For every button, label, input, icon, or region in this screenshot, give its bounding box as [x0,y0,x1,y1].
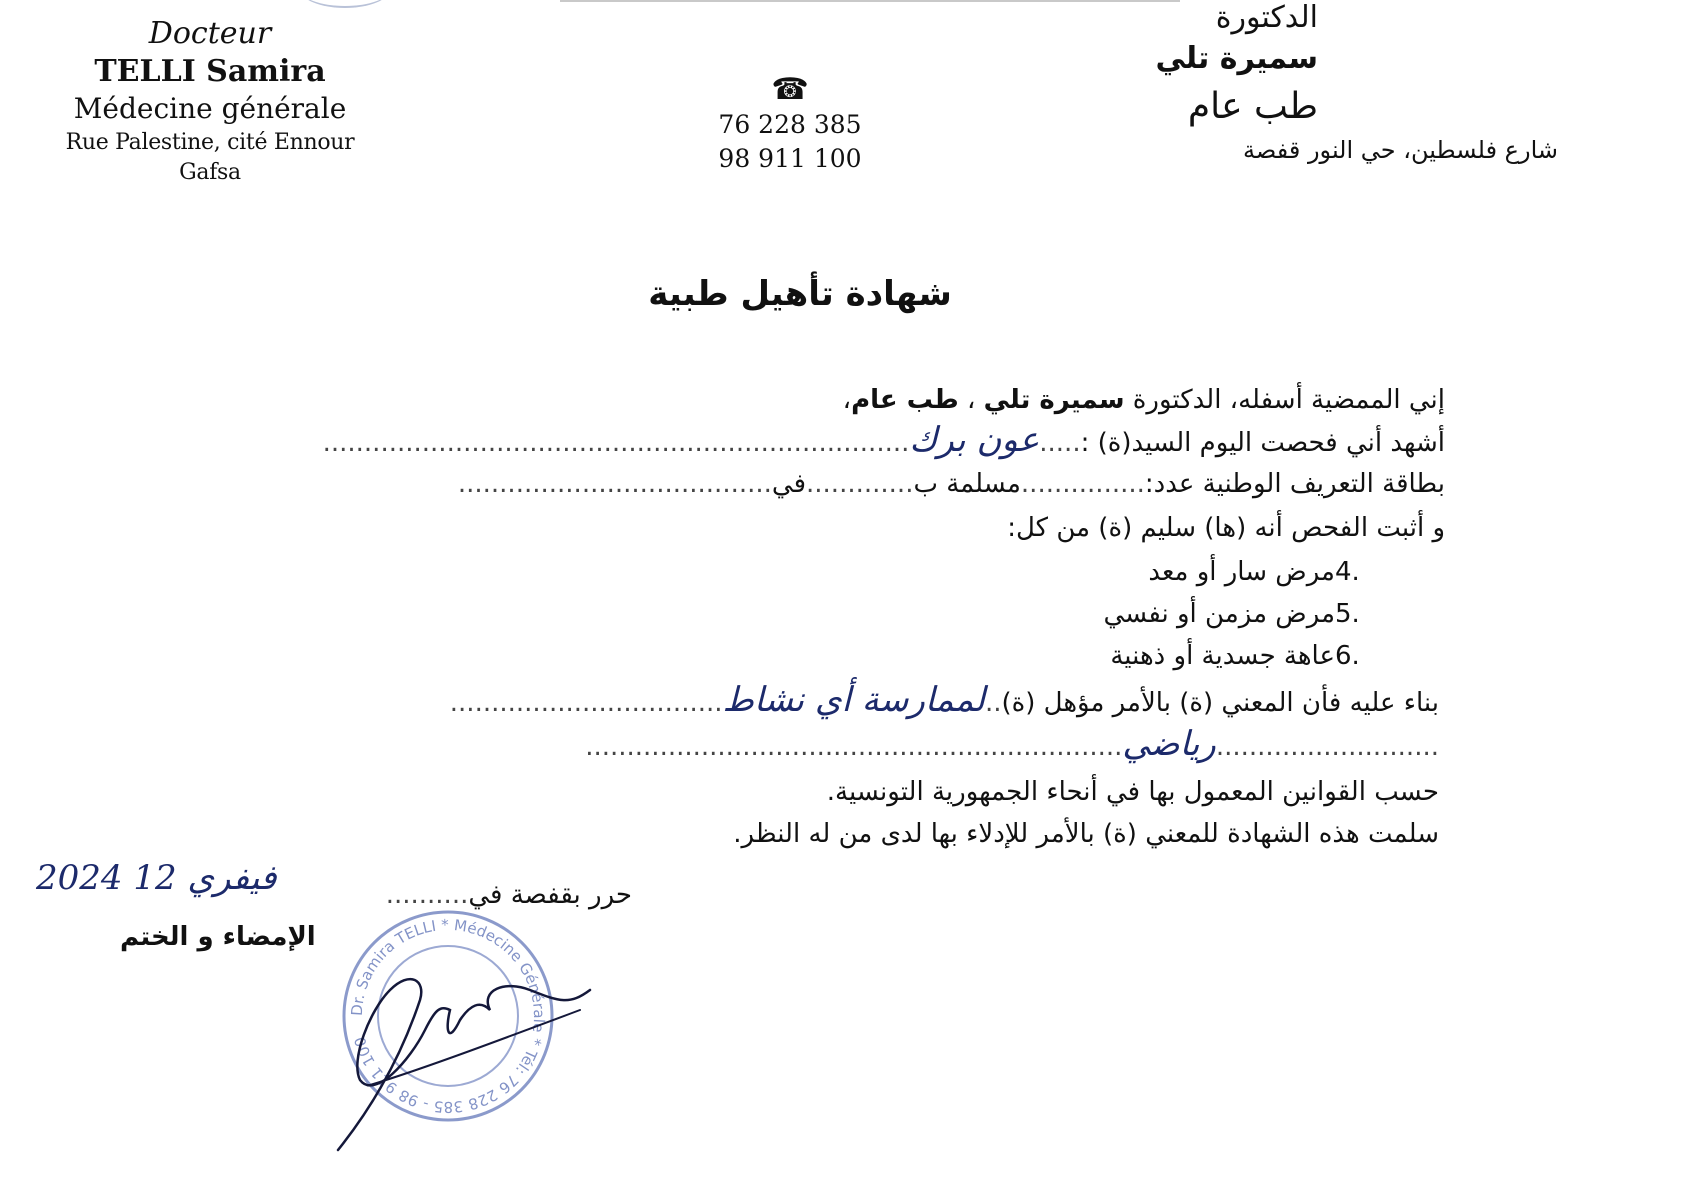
body-line-11: سلمت هذه الشهادة للمعني (ة) بالأمر للإدلاء بها لدى من له النظر. [733,819,1439,849]
document-title: شهادة تأهيل طبية [648,274,952,314]
phone-number-1: 76 228 385 [718,110,862,139]
handwritten-activity: لممارسة أي نشاط [722,680,985,720]
body-line-4: و أثبت الفحص أنه (ها) سليم (ة) من كل: [1007,513,1445,543]
body-line-1: إني الممضية أسفله، الدكتورة سميرة تلي ، طب عام، [842,385,1445,415]
doctor-specialty-ar: طب عام [1187,86,1318,127]
phone-number-2: 98 911 100 [718,144,862,173]
handwritten-patient-name: عون برك [909,420,1040,460]
stamp-text: Dr. Samira TELLI * Médecine Générale * Tél: 76 228 385 - 98 911 100 [347,915,549,1117]
contact-block [680,72,900,176]
logo-arc [300,0,390,8]
doctor-specialty-fr: Médecine générale [73,92,347,125]
letterhead-french [40,14,380,188]
handwritten-date: 2024 فيفري 12 [36,858,277,898]
body-line-3: بطاقة التعريف الوطنية عدد:...............مسلمة ب.............في...................................... [457,469,1445,499]
specialty-inline: طب عام [851,385,959,415]
list-item: 5.مرض مزمن أو نفسي [1103,599,1360,629]
address-ar: شارع فلسطين، حي النور قفصة [1243,136,1558,164]
handwritten-activity-2: رياضي [1122,724,1216,764]
signature [330,910,610,1160]
body-line-9: ...........................رياضي................................................................. [585,724,1439,764]
letterhead-arabic [1038,0,1558,168]
doctor-name-ar: سميرة تلي [1155,41,1318,76]
signature-label: الإمضاء و الختم [120,922,316,952]
address-line2-fr: Gafsa [179,160,241,185]
doctor-name-inline: سميرة تلي [983,385,1125,415]
body-line-2: أشهد أني فحصت اليوم السيد(ة) :.....عون برك....................................................................... [322,420,1445,460]
date-label: حرر بقفصة في.......... [385,880,632,910]
body-line-10: حسب القوانين المعمول بها في أنحاء الجمهورية التونسية. [826,777,1439,807]
list-item: 4.مرض سار أو معد [1148,557,1360,587]
doctor-title-ar: الدكتورة [1215,0,1318,35]
address-line1-fr: Rue Palestine, cité Ennour [65,130,355,155]
doctor-title-fr: Docteur [148,16,272,51]
telephone-icon: ☎ [771,72,809,107]
list-item: 6.عاهة جسدية أو ذهنية [1110,641,1360,671]
body-line-8: بناء عليه فأن المعني (ة) بالأمر مؤهل (ة)..لممارسة أي نشاط................................. [449,680,1439,720]
doctor-name-fr: TELLI Samira [94,54,326,89]
